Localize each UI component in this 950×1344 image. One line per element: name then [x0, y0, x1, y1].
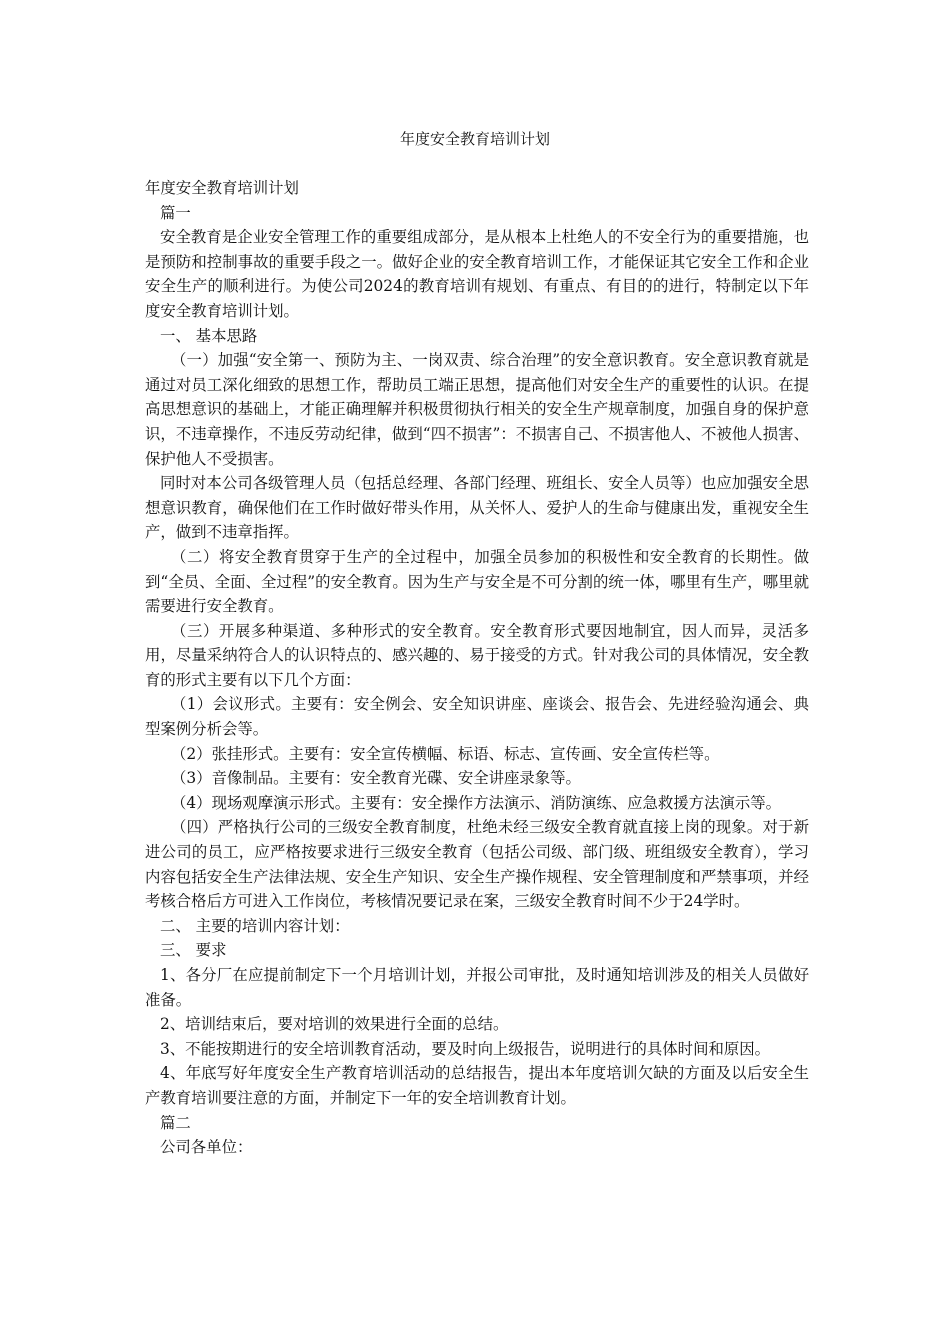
paragraph: 二、 主要的培训内容计划：	[160, 916, 350, 935]
paragraph: （4）现场观摩演示形式。主要有：安全操作方法演示、消防演练、应急救援方法演示等。	[171, 793, 782, 812]
paragraph: 公司各单位：	[160, 1138, 253, 1157]
paragraph: 三、 要求	[160, 941, 227, 960]
paragraph: （1）会议形式。主要有：安全例会、安全知识讲座、座谈会、报告会、先进经验沟通会、典型案例分析会等。	[145, 695, 809, 739]
paragraph: （四）严格执行公司的三级安全教育制度，杜绝未经三级安全教育就直接上岗的现象。对于新进公司的员工，应严格按要求进行三级安全教育（包括公司级、部门级、班组级安全教育），学习内容包括安全生产法律法规、安全生产知识、安全生产操作规程、安全管理制度和严禁事项，并经考核合格后方可进入工作岗位，考核情况要记录在案，三级安全教育时间不少于24学时。	[145, 818, 809, 911]
paragraph: （一）加强“安全第一、预防为主、一岗双责、综合治理”的安全意识教育。安全意识教育就是通过对员工深化细致的思想工作，帮助员工端正思想，提高他们对安全生产的重要性的认识。在提高思想意识的基础上，才能正确理解并积极贯彻执行相关的安全生产规章制度，加强自身的保护意识，不违章操作，不违反劳动纪律，做到“四不损害”：不损害自己、不损害他人、不被他人损害、保护他人不受损害。	[145, 351, 809, 468]
document-title: 年度安全教育培训计划	[399, 130, 550, 148]
paragraph: 安全教育是企业安全管理工作的重要组成部分，是从根本上杜绝人的不安全行为的重要措施，也是预防和控制事故的重要手段之一。做好企业的安全教育培训工作，才能保证其它安全工作和企业安全生产的顺利进行。为使公司2024的教育培训有规划、有重点、有目的的进行，特制定以下年度安全教育培训计划。	[145, 228, 809, 320]
paragraph: 一、 基本思路	[160, 326, 258, 345]
paragraph: （二）将安全教育贯穿于生产的全过程中，加强全员参加的积极性和安全教育的长期性。做到“全员、全面、全过程”的安全教育。因为生产与安全是不可分割的统一体，哪里有生产，哪里就需要进行安全教育。	[145, 547, 809, 616]
paragraph: 4、年底写好年度安全生产教育培训活动的总结报告，提出本年度培训欠缺的方面及以后安全生产教育培训要注意的方面，并制定下一年的安全培训教育计划。	[145, 1064, 809, 1107]
paragraph: 2、培训结束后，要对培训的效果进行全面的总结。	[160, 1015, 509, 1034]
paragraph: 篇一	[160, 203, 191, 222]
paragraph: （3）音像制品。主要有：安全教育光碟、安全讲座录象等。	[171, 769, 581, 788]
paragraph: 3、不能按期进行的安全培训教育活动，要及时向上级报告，说明进行的具体时间和原因。	[160, 1039, 771, 1058]
paragraph: （2）张挂形式。主要有：安全宣传横幅、标语、标志、宣传画、安全宣传栏等。	[171, 744, 720, 763]
paragraph: 年度安全教育培训计划	[145, 179, 299, 197]
document-body	[145, 176, 809, 1160]
paragraph: 1、各分厂在应提前制定下一个月培训计划，并报公司审批，及时通知培训涉及的相关人员做好准备。	[145, 966, 809, 1009]
paragraph: 篇二	[160, 1113, 191, 1132]
paragraph: （三）开展多种渠道、多种形式的安全教育。安全教育形式要因地制宜，因人而异，灵活多用，尽量采纳符合人的认识特点的、感兴趣的、易于接受的方式。针对我公司的具体情况，安全教育的形式主要有以下几个方面：	[145, 621, 809, 689]
paragraph: 同时对本公司各级管理人员（包括总经理、各部门经理、班组长、安全人员等）也应加强安全思想意识教育，确保他们在工作时做好带头作用，从关怀人、爱护人的生命与健康出发，重视安全生产，做到不违章指挥。	[145, 474, 809, 542]
